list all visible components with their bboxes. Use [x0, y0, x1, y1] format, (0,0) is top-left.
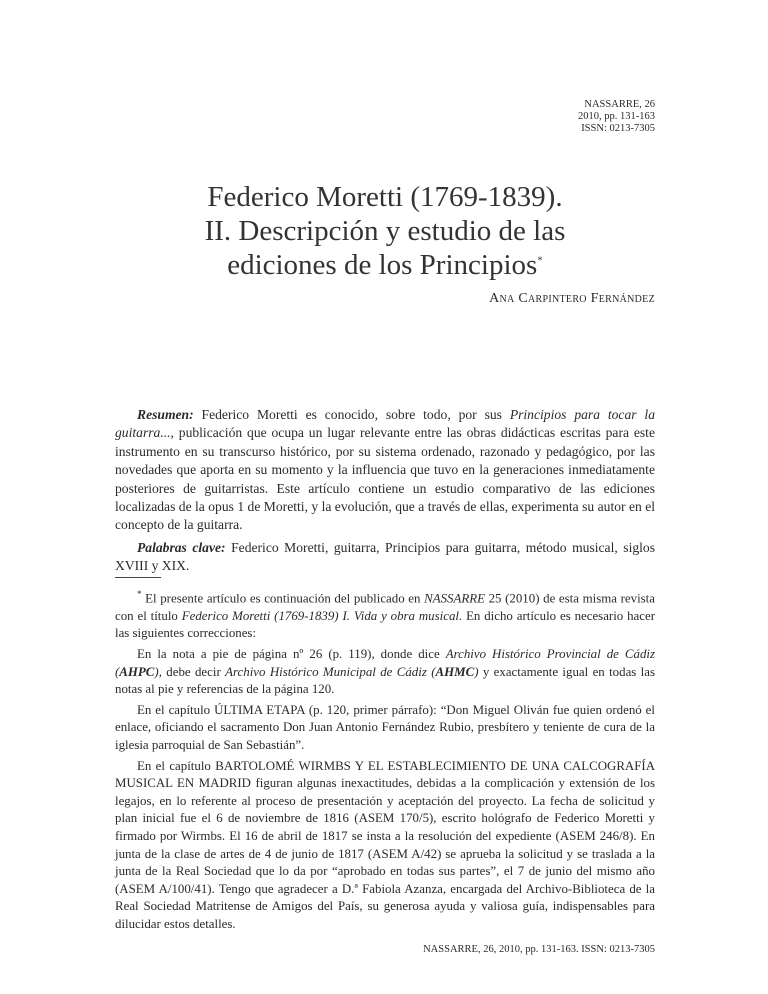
- footnote-divider: [115, 577, 161, 578]
- journal-info: [578, 99, 655, 135]
- footnote-p3: En el capítulo ÚLTIMA ETAPA (p. 120, primer párrafo): “Don Miguel Oliván fue quien ordenó el enlace, oficiando el sacramento Don Juan Antonio Fernández Rubio, presbítero y teniente de cura de la iglesia parroquial de San Sebastián”.: [115, 702, 655, 753]
- article-title: [110, 180, 660, 282]
- footnotes: [115, 586, 655, 937]
- fn-italic: ): [474, 664, 479, 679]
- abstract-text: Federico Moretti es conocido, sobre todo, por sus: [193, 407, 510, 422]
- abstract: [115, 406, 655, 535]
- abstract-label: Resumen:: [137, 407, 194, 422]
- journal-name: NASSARRE, 26: [584, 99, 655, 110]
- fn-text: En dicho artículo es necesario hacer las siguientes correcciones:: [115, 608, 655, 641]
- fn-text: En la nota a pie de página nº 26 (p. 119), donde dice: [137, 647, 446, 662]
- footnote-p2: [115, 646, 655, 699]
- journal-pages: 2010, pp. 131-163: [578, 111, 655, 122]
- author-name: Ana Carpintero Fernández: [489, 291, 655, 306]
- page-footer: NASSARRE, 26, 2010, pp. 131-163. ISSN: 0213-7305: [423, 944, 655, 955]
- fn-text: El presente artículo es continuación del publicado en: [141, 591, 425, 606]
- fn-text: 25 (2010) de esta misma revista con el título: [115, 591, 655, 623]
- fn-italic: NASSARRE: [424, 591, 485, 606]
- abstract-italic: Principios para tocar la guitarra...: [115, 407, 655, 441]
- fn-italic: ): [154, 664, 159, 679]
- keywords-text: Federico Moretti, guitarra, Principios para guitarra, método musical, siglos XVIII y XIX.: [115, 539, 656, 574]
- footnote-mark: *: [137, 589, 142, 599]
- footnote-p1: [115, 586, 655, 643]
- title-line-3: [110, 248, 660, 282]
- abstract-section: [115, 406, 655, 580]
- abstract-text-2: , publicación que ocupa un lugar relevante entre las obras didácticas escritas para este instrumento en su transcurso histórico, por su sistema ordenado, razonado y pedagógico, por las novedades que aporta en su momento y la influencia que tuvo en la generaciones inmediatamente posteriores de guitarristas. Este artículo contiene un estudio comparativo de las ediciones localizadas de la opus 1 de Moretti, y la evolución, que a través de ellas, experimenta su autor en el concepto de la guitarra.: [115, 425, 655, 533]
- fn-italic: Archivo Histórico Provincial de Cádiz (: [115, 647, 655, 679]
- title-footnote-mark: *: [537, 254, 543, 267]
- title-line-2: II. Descripción y estudio de las: [204, 215, 566, 247]
- fn-text: , debe decir: [158, 664, 226, 679]
- footnote-p4: En el capítulo BARTOLOMÉ WIRMBS Y EL ESTABLECIMIENTO DE UNA CALCOGRAFÍA MUSICAL EN MADRID figuran algunas inexactitudes, debidas a la complicación y extensión de los legajos, en lo referente al proceso de presentación y aceptación del proyecto. La fecha de solicitud y plan inicial fue el 6 de noviembre de 1816 (ASEM 170/5), escrito hológrafo de Federico Moretti y firmado por Wirmbs. El 16 de abril de 1817 se insta a la resolución del expediente (ASEM 246/8). En junta de la clase de artes de 4 de junio de 1817 (ASEM A/42) se aprueba la solicitud y se traslada a la junta de la Real Sociedad que lo da por “aprobado en todas sus partes”, el 7 de junio del mismo año (ASEM A/100/41). Tengo que agradecer a D.ª Fabiola Azanza, encargada del Archivo-Biblioteca de la Real Sociedad Matritense de Amigos del País, su generosa ayuda y valiosa guía, indispensables para dilucidar estos detalles.: [115, 758, 655, 931]
- fn-italic: Federico Moretti (1769-1839) I. Vida y obra musical.: [181, 608, 463, 623]
- keywords: [115, 539, 655, 576]
- fn-text: y exactamente igual en todas las notas al pie y referencias de la página 120.: [115, 664, 655, 697]
- title-line-1: Federico Moretti (1769-1839).: [207, 181, 563, 213]
- journal-issn: ISSN: 0213-7305: [581, 123, 655, 134]
- fn-bold: AHPC: [119, 664, 155, 679]
- keywords-label: Palabras clave:: [137, 539, 226, 555]
- fn-italic: Archivo Histórico Municipal de Cádiz (: [225, 664, 436, 679]
- fn-bold: AHMC: [435, 664, 475, 679]
- title-line-3-text: ediciones de los Principios: [227, 249, 538, 281]
